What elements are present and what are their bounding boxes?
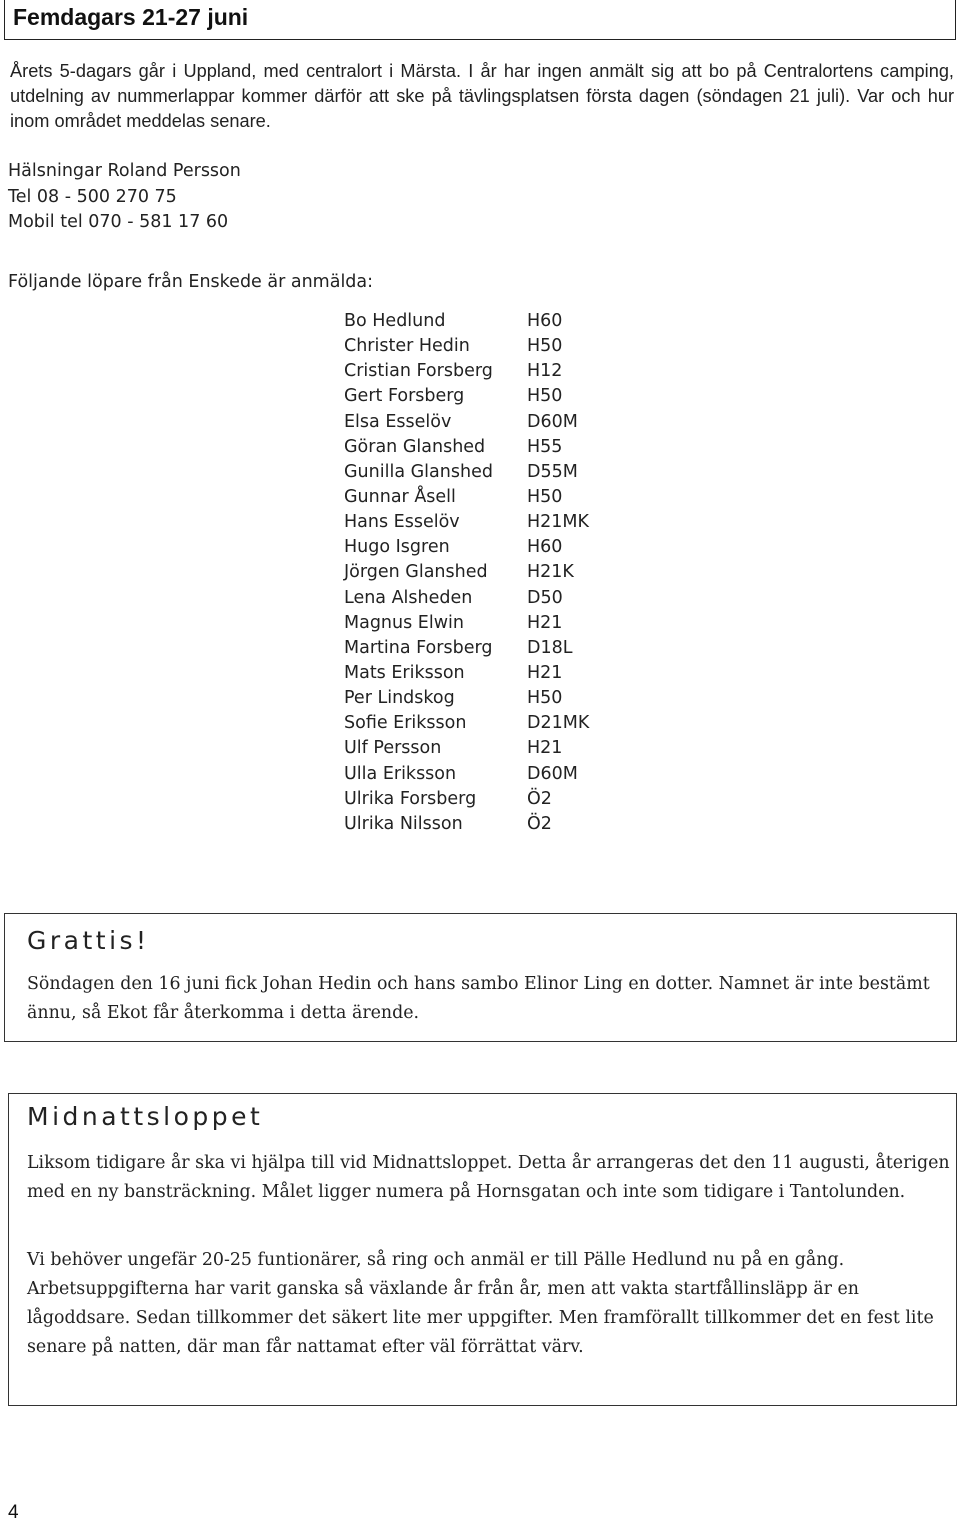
- runner-name: Jörgen Glanshed: [344, 562, 488, 583]
- runner-row: [344, 711, 664, 736]
- runner-name: Ulla Eriksson: [344, 763, 457, 784]
- runner-class: H21: [527, 738, 563, 759]
- runner-row: [344, 686, 664, 711]
- runner-name: Gunnar Åsell: [344, 486, 456, 507]
- runner-list: [344, 309, 664, 837]
- runner-row: [344, 636, 664, 661]
- runner-name: Magnus Elwin: [344, 612, 464, 633]
- runner-row: [344, 611, 664, 636]
- intro-paragraph: Årets 5-dagars går i Uppland, med centralort i Märsta. I år har ingen anmält sig att bo på Centralortens camping, utdelning av nummerlappar kommer därför att ske på tävlingsplatsen första dagen (söndagen 21 juli). Var och hur inom området meddelas senare.: [10, 61, 954, 131]
- page-number: 4: [8, 1502, 19, 1523]
- grattis-text: Söndagen den 16 juni fick Johan Hedin och hans sambo Elinor Ling en dotter. Namnet är inte bestämt ännu, så Ekot får återkomma i detta ärende.: [27, 974, 930, 1023]
- runner-row: [344, 812, 664, 837]
- runner-row: [344, 359, 664, 384]
- runner-name: Bo Hedlund: [344, 311, 446, 331]
- runner-row: [344, 334, 664, 359]
- runner-class: Ö2: [527, 788, 552, 809]
- runner-class: H60: [527, 537, 563, 558]
- midnattsloppet-box: [8, 1093, 957, 1406]
- midnattsloppet-paragraph-2: [27, 1246, 953, 1362]
- runner-class: H55: [527, 436, 563, 457]
- runner-row: [344, 435, 664, 460]
- runner-class: D50: [527, 587, 563, 608]
- runner-name: Christer Hedin: [344, 336, 470, 357]
- runner-row: [344, 410, 664, 435]
- runner-name: Elsa Esselöv: [344, 411, 452, 432]
- runner-class: D55M: [527, 461, 578, 482]
- runner-name: Ulrika Forsberg: [344, 788, 477, 809]
- runner-row: [344, 586, 664, 611]
- contact-block: [8, 159, 241, 236]
- contact-phone: Tel 08 - 500 270 75: [8, 186, 177, 207]
- runner-class: D60M: [527, 411, 578, 432]
- runner-class: H21: [527, 612, 563, 633]
- runner-name: Cristian Forsberg: [344, 361, 493, 382]
- runner-name: Hugo Isgren: [344, 537, 450, 558]
- runner-class: H50: [527, 336, 563, 357]
- runner-name: Sofie Eriksson: [344, 713, 467, 734]
- runner-name: Ulrika Nilsson: [344, 813, 463, 834]
- runner-row: [344, 560, 664, 585]
- contact-greeting: Hälsningar Roland Persson: [8, 161, 241, 181]
- runner-class: H21MK: [527, 512, 590, 533]
- runner-row: [344, 535, 664, 560]
- runner-class: D18L: [527, 637, 573, 658]
- runner-row: [344, 384, 664, 409]
- runner-name: Hans Esselöv: [344, 512, 460, 533]
- runner-row: [344, 485, 664, 510]
- paragraph-text: Vi behöver ungefär 20-25 funtionärer, så ring och anmäl er till Pälle Hedlund nu på en gång. Arbetsuppgifterna har varit ganska så växlande år från år, men att vakta startfållinsläpp är en lågoddsare. Sedan tillkommer det säkert lite mer uppgifter. Men framförallt tillkommer det en fest lite senare på natten, där man får nattamat efter väl förrättat värv.: [27, 1250, 934, 1357]
- runner-name: Lena Alsheden: [344, 587, 473, 608]
- runner-class: H21: [527, 662, 563, 683]
- runner-class: D60M: [527, 763, 578, 784]
- runner-class: Ö2: [527, 813, 552, 834]
- runner-row: [344, 510, 664, 535]
- runner-row: [344, 736, 664, 761]
- runner-class: D21MK: [527, 713, 590, 734]
- section-title: Femdagars 21-27 juni: [13, 4, 249, 30]
- runner-name: Gunilla Glanshed: [344, 461, 493, 482]
- paragraph-text: Liksom tidigare år ska vi hjälpa till vid Midnattsloppet. Detta år arrangeras det den 11 augusti, återigen med en ny bansträckning. Målet ligger numera på Hornsgatan och inte som tidigare i Tantolunden.: [27, 1153, 950, 1202]
- runner-name: Ulf Persson: [344, 738, 442, 759]
- runners-intro: Följande löpare från Enskede är anmälda:: [8, 272, 374, 292]
- runner-row: [344, 460, 664, 485]
- runner-class: H60: [527, 311, 563, 331]
- runner-name: Martina Forsberg: [344, 637, 493, 658]
- runner-class: H50: [527, 486, 563, 507]
- runner-name: Per Lindskog: [344, 688, 455, 709]
- runner-row: [344, 762, 664, 787]
- runner-name: Gert Forsberg: [344, 386, 465, 407]
- runner-row: [344, 661, 664, 686]
- grattis-box: [4, 913, 957, 1042]
- runner-row: [344, 309, 664, 334]
- midnattsloppet-paragraph-1: [27, 1149, 953, 1207]
- runner-class: H12: [527, 361, 563, 382]
- runner-class: H50: [527, 386, 563, 407]
- runner-class: H21K: [527, 562, 574, 583]
- runner-name: Mats Eriksson: [344, 662, 465, 683]
- contact-mobile: Mobil tel 070 - 581 17 60: [8, 212, 229, 232]
- runner-row: [344, 787, 664, 812]
- runner-name: Göran Glanshed: [344, 436, 486, 457]
- midnattsloppet-title: Midnattsloppet: [27, 1102, 264, 1131]
- section-header-box: [4, 0, 956, 40]
- runner-class: H50: [527, 688, 563, 709]
- grattis-title: Grattis!: [27, 926, 150, 955]
